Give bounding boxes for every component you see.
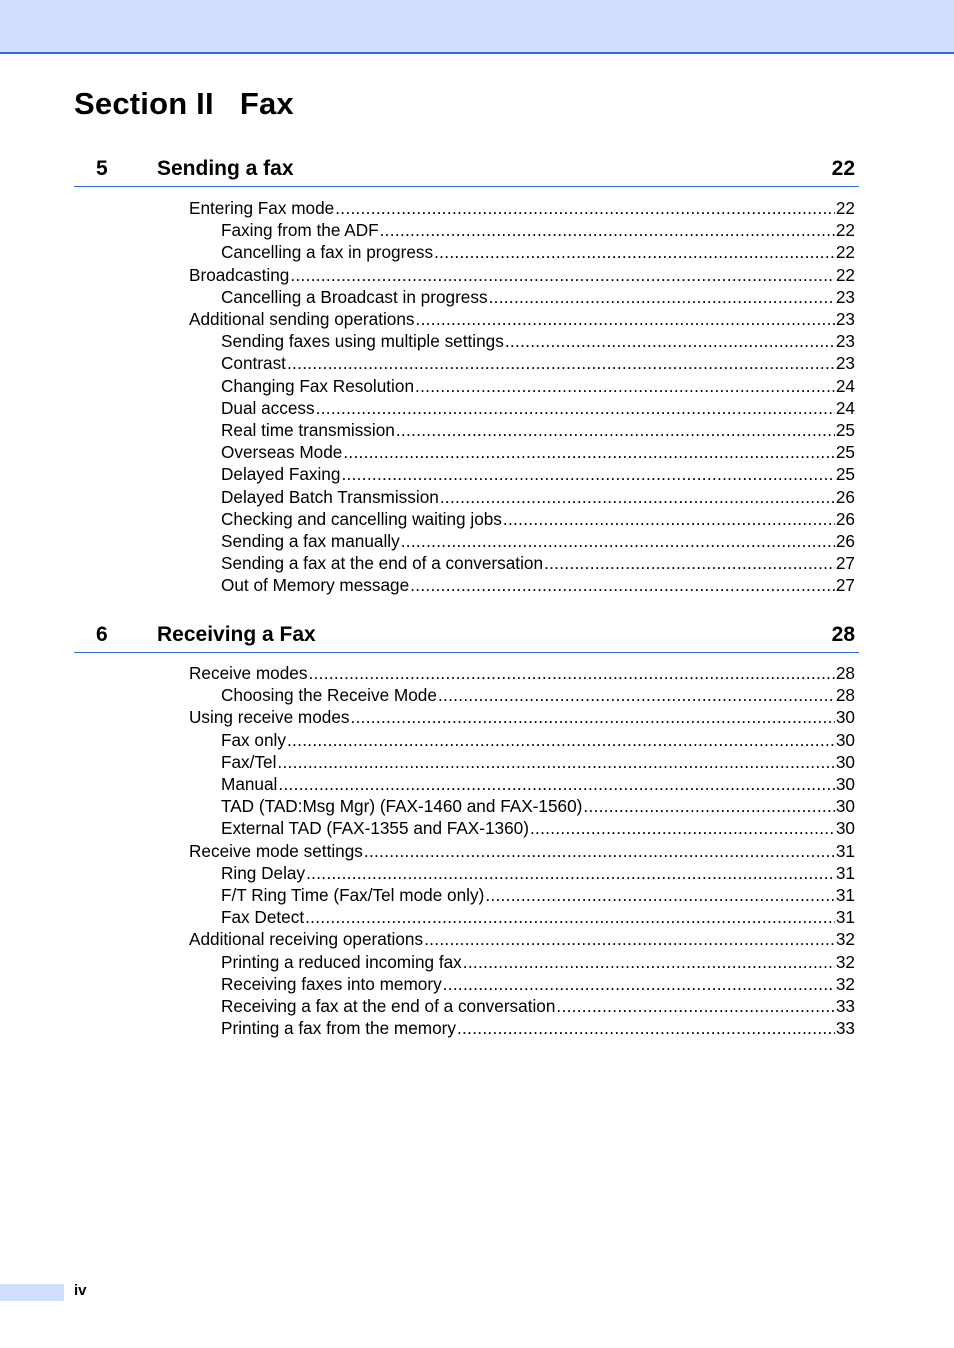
toc-entry-label: Broadcasting bbox=[189, 264, 290, 285]
toc-entry-label: Using receive modes bbox=[189, 707, 350, 728]
toc-entry-page: 22 bbox=[835, 264, 855, 285]
toc-entry[interactable] bbox=[221, 684, 855, 706]
dot-leader bbox=[416, 308, 835, 330]
toc-entry-label: Sending a fax manually bbox=[221, 531, 400, 551]
toc-entry-label: Out of Memory message bbox=[221, 575, 410, 596]
toc-entry-label: Ring Delay bbox=[221, 862, 306, 883]
dot-leader bbox=[489, 286, 835, 308]
toc-entry[interactable] bbox=[221, 508, 855, 530]
toc-entry-label: Overseas Mode bbox=[221, 442, 343, 463]
toc-entry-label: Contrast bbox=[221, 353, 286, 374]
toc-entry[interactable] bbox=[221, 1017, 855, 1039]
toc-entry-page: 25 bbox=[835, 420, 855, 440]
toc-entry[interactable] bbox=[221, 241, 855, 263]
toc-entry-label: Fax/Tel bbox=[221, 751, 277, 772]
dot-leader bbox=[434, 241, 835, 263]
toc-entry-page: 22 bbox=[835, 198, 855, 218]
toc-entry[interactable] bbox=[221, 995, 855, 1017]
chapter-number: 5 bbox=[96, 157, 108, 180]
toc-entry-label: Receive mode settings bbox=[189, 840, 363, 861]
dot-leader bbox=[290, 264, 835, 286]
toc-entry-page: 23 bbox=[835, 353, 855, 374]
dot-leader bbox=[415, 375, 835, 397]
toc-entry[interactable] bbox=[221, 884, 855, 906]
dot-leader bbox=[457, 1017, 835, 1039]
dot-leader bbox=[306, 862, 835, 884]
toc-entry-label: Printing a reduced incoming fax bbox=[221, 951, 462, 972]
dot-leader bbox=[443, 973, 835, 995]
toc-entry[interactable] bbox=[189, 840, 855, 862]
toc-entry-label: Cancelling a Broadcast in progress bbox=[221, 286, 488, 307]
toc-entry-label: Receiving a fax at the end of a conversation bbox=[221, 996, 556, 1016]
toc-entry-label: Faxing from the ADF bbox=[221, 220, 379, 241]
toc-entry-page: 23 bbox=[835, 309, 855, 329]
toc-entry-label: Fax only bbox=[221, 729, 286, 750]
section-label: Section II bbox=[74, 86, 214, 121]
toc-entry-label: Real time transmission bbox=[221, 420, 395, 440]
toc-entry-page: 26 bbox=[835, 486, 855, 507]
toc-entry-page: 30 bbox=[835, 796, 855, 817]
toc-entry[interactable] bbox=[189, 662, 855, 684]
toc-entry-page: 30 bbox=[835, 818, 855, 839]
toc-entry-label: TAD (TAD:Msg Mgr) (FAX-1460 and FAX-1560) bbox=[221, 796, 583, 817]
toc-entry-label: Manual bbox=[221, 774, 278, 794]
toc-entry-page: 25 bbox=[835, 464, 855, 485]
toc-entry-label: Choosing the Receive Mode bbox=[221, 685, 437, 706]
toc-entry[interactable] bbox=[189, 308, 855, 330]
toc-entry[interactable] bbox=[221, 906, 855, 928]
toc-entry-page: 24 bbox=[835, 397, 855, 418]
dot-leader bbox=[424, 928, 835, 950]
toc-entry[interactable] bbox=[221, 552, 855, 574]
dot-leader bbox=[440, 486, 835, 508]
toc-entry[interactable] bbox=[221, 419, 855, 441]
toc-entry-page: 32 bbox=[835, 929, 855, 950]
toc-entry-page: 26 bbox=[835, 508, 855, 529]
toc-entry[interactable] bbox=[189, 706, 855, 728]
toc-entry-page: 23 bbox=[835, 331, 855, 352]
toc-entry[interactable] bbox=[221, 219, 855, 241]
toc-entry[interactable] bbox=[221, 862, 855, 884]
dot-leader bbox=[341, 463, 834, 485]
toc-entry-label: Receive modes bbox=[189, 663, 308, 683]
toc-entry-page: 25 bbox=[835, 442, 855, 463]
toc-entry-page: 22 bbox=[835, 220, 855, 241]
toc-entry-page: 27 bbox=[835, 575, 855, 596]
toc-entry[interactable] bbox=[221, 817, 855, 839]
chapter-heading-6[interactable] bbox=[74, 616, 859, 653]
dot-leader bbox=[380, 219, 835, 241]
toc-entry-label: Cancelling a fax in progress bbox=[221, 242, 434, 263]
dot-leader bbox=[583, 795, 835, 817]
toc-entry-page: 24 bbox=[835, 375, 855, 396]
toc-entry-page: 33 bbox=[835, 1018, 855, 1039]
dot-leader bbox=[335, 197, 835, 219]
dot-leader bbox=[438, 684, 835, 706]
toc-entry-label: Fax Detect bbox=[221, 907, 305, 928]
dot-leader bbox=[410, 574, 835, 596]
dot-leader bbox=[485, 884, 835, 906]
dot-leader bbox=[316, 397, 835, 419]
toc-entry[interactable] bbox=[221, 773, 855, 795]
dot-leader bbox=[556, 995, 834, 1017]
footer-band bbox=[0, 1284, 64, 1301]
chapter-title: Sending a fax bbox=[157, 157, 294, 180]
toc-entry-page: 31 bbox=[835, 840, 855, 861]
toc-entry-label: Additional receiving operations bbox=[189, 929, 424, 950]
toc-entry-page: 23 bbox=[835, 286, 855, 307]
toc-entry[interactable] bbox=[221, 795, 855, 817]
toc-entry[interactable] bbox=[221, 951, 855, 973]
toc-entry[interactable] bbox=[221, 973, 855, 995]
toc-entry[interactable] bbox=[221, 286, 855, 308]
dot-leader bbox=[305, 906, 835, 928]
toc-entry-label: Checking and cancelling waiting jobs bbox=[221, 508, 502, 529]
toc-entry-page: 32 bbox=[835, 973, 855, 994]
dot-leader bbox=[351, 706, 835, 728]
chapter-title: Receiving a Fax bbox=[157, 623, 316, 646]
toc-entry-page: 28 bbox=[835, 663, 855, 683]
toc-entry[interactable] bbox=[221, 574, 855, 596]
dot-leader bbox=[505, 330, 835, 352]
toc-entry-page: 22 bbox=[835, 242, 855, 263]
toc-entry-label: F/T Ring Time (Fax/Tel mode only) bbox=[221, 885, 485, 905]
toc-entry[interactable] bbox=[221, 330, 855, 352]
toc-entry[interactable] bbox=[221, 397, 855, 419]
toc-entry-label: Delayed Faxing bbox=[221, 464, 341, 485]
toc-entry-page: 30 bbox=[835, 774, 855, 794]
header-band bbox=[0, 0, 954, 54]
chapter-heading-5[interactable] bbox=[74, 150, 859, 187]
dot-leader bbox=[364, 840, 835, 862]
toc-entry-label: Receiving faxes into memory bbox=[221, 973, 442, 994]
toc-entry-label: Entering Fax mode bbox=[189, 198, 335, 218]
section-name: Fax bbox=[239, 86, 294, 121]
toc-entry-label: External TAD (FAX-1355 and FAX-1360) bbox=[221, 818, 529, 839]
chapter-page: 28 bbox=[831, 623, 855, 646]
toc-entry[interactable] bbox=[189, 197, 855, 219]
chapter-number: 6 bbox=[96, 623, 108, 646]
dot-leader bbox=[277, 751, 834, 773]
section-title bbox=[74, 86, 294, 122]
toc-entry-page: 32 bbox=[835, 951, 855, 972]
dot-leader bbox=[287, 352, 835, 374]
dot-leader bbox=[401, 530, 835, 552]
toc-entry-page: 30 bbox=[835, 729, 855, 750]
dot-leader bbox=[287, 729, 835, 751]
toc-entry[interactable] bbox=[221, 486, 855, 508]
toc-entry[interactable] bbox=[221, 352, 855, 374]
toc-entry[interactable] bbox=[189, 928, 855, 950]
toc-entry-label: Dual access bbox=[221, 397, 315, 418]
toc-entry-label: Printing a fax from the memory bbox=[221, 1018, 456, 1039]
toc-entry[interactable] bbox=[221, 530, 855, 552]
toc-entry-label: Sending faxes using multiple settings bbox=[221, 331, 504, 352]
toc-entry-label: Changing Fax Resolution bbox=[221, 375, 414, 396]
toc-entry[interactable] bbox=[221, 729, 855, 751]
toc-entry[interactable] bbox=[189, 264, 855, 286]
toc-entry-label: Additional sending operations bbox=[189, 309, 415, 329]
dot-leader bbox=[544, 552, 835, 574]
dot-leader bbox=[503, 508, 835, 530]
dot-leader bbox=[396, 419, 835, 441]
toc-entry-page: 31 bbox=[835, 907, 855, 928]
toc-entry-page: 26 bbox=[835, 531, 855, 551]
toc-entry[interactable] bbox=[221, 463, 855, 485]
toc-entry-label: Sending a fax at the end of a conversation bbox=[221, 553, 544, 574]
toc-entry[interactable] bbox=[221, 441, 855, 463]
toc-entry-page: 28 bbox=[835, 685, 855, 706]
dot-leader bbox=[343, 441, 835, 463]
toc-entry-page: 31 bbox=[835, 862, 855, 883]
chapter-page: 22 bbox=[831, 157, 855, 180]
toc-entry-page: 31 bbox=[835, 885, 855, 905]
page-number: iv bbox=[74, 1282, 87, 1299]
toc-entry[interactable] bbox=[221, 375, 855, 397]
toc-entry-page: 30 bbox=[835, 751, 855, 772]
toc-entry-page: 30 bbox=[835, 707, 855, 728]
dot-leader bbox=[530, 817, 835, 839]
toc-entry-label: Delayed Batch Transmission bbox=[221, 486, 439, 507]
dot-leader bbox=[308, 662, 834, 684]
dot-leader bbox=[278, 773, 835, 795]
toc-entry-page: 27 bbox=[835, 553, 855, 574]
dot-leader bbox=[463, 951, 835, 973]
toc-entry-page: 33 bbox=[835, 996, 855, 1016]
toc-entry[interactable] bbox=[221, 751, 855, 773]
